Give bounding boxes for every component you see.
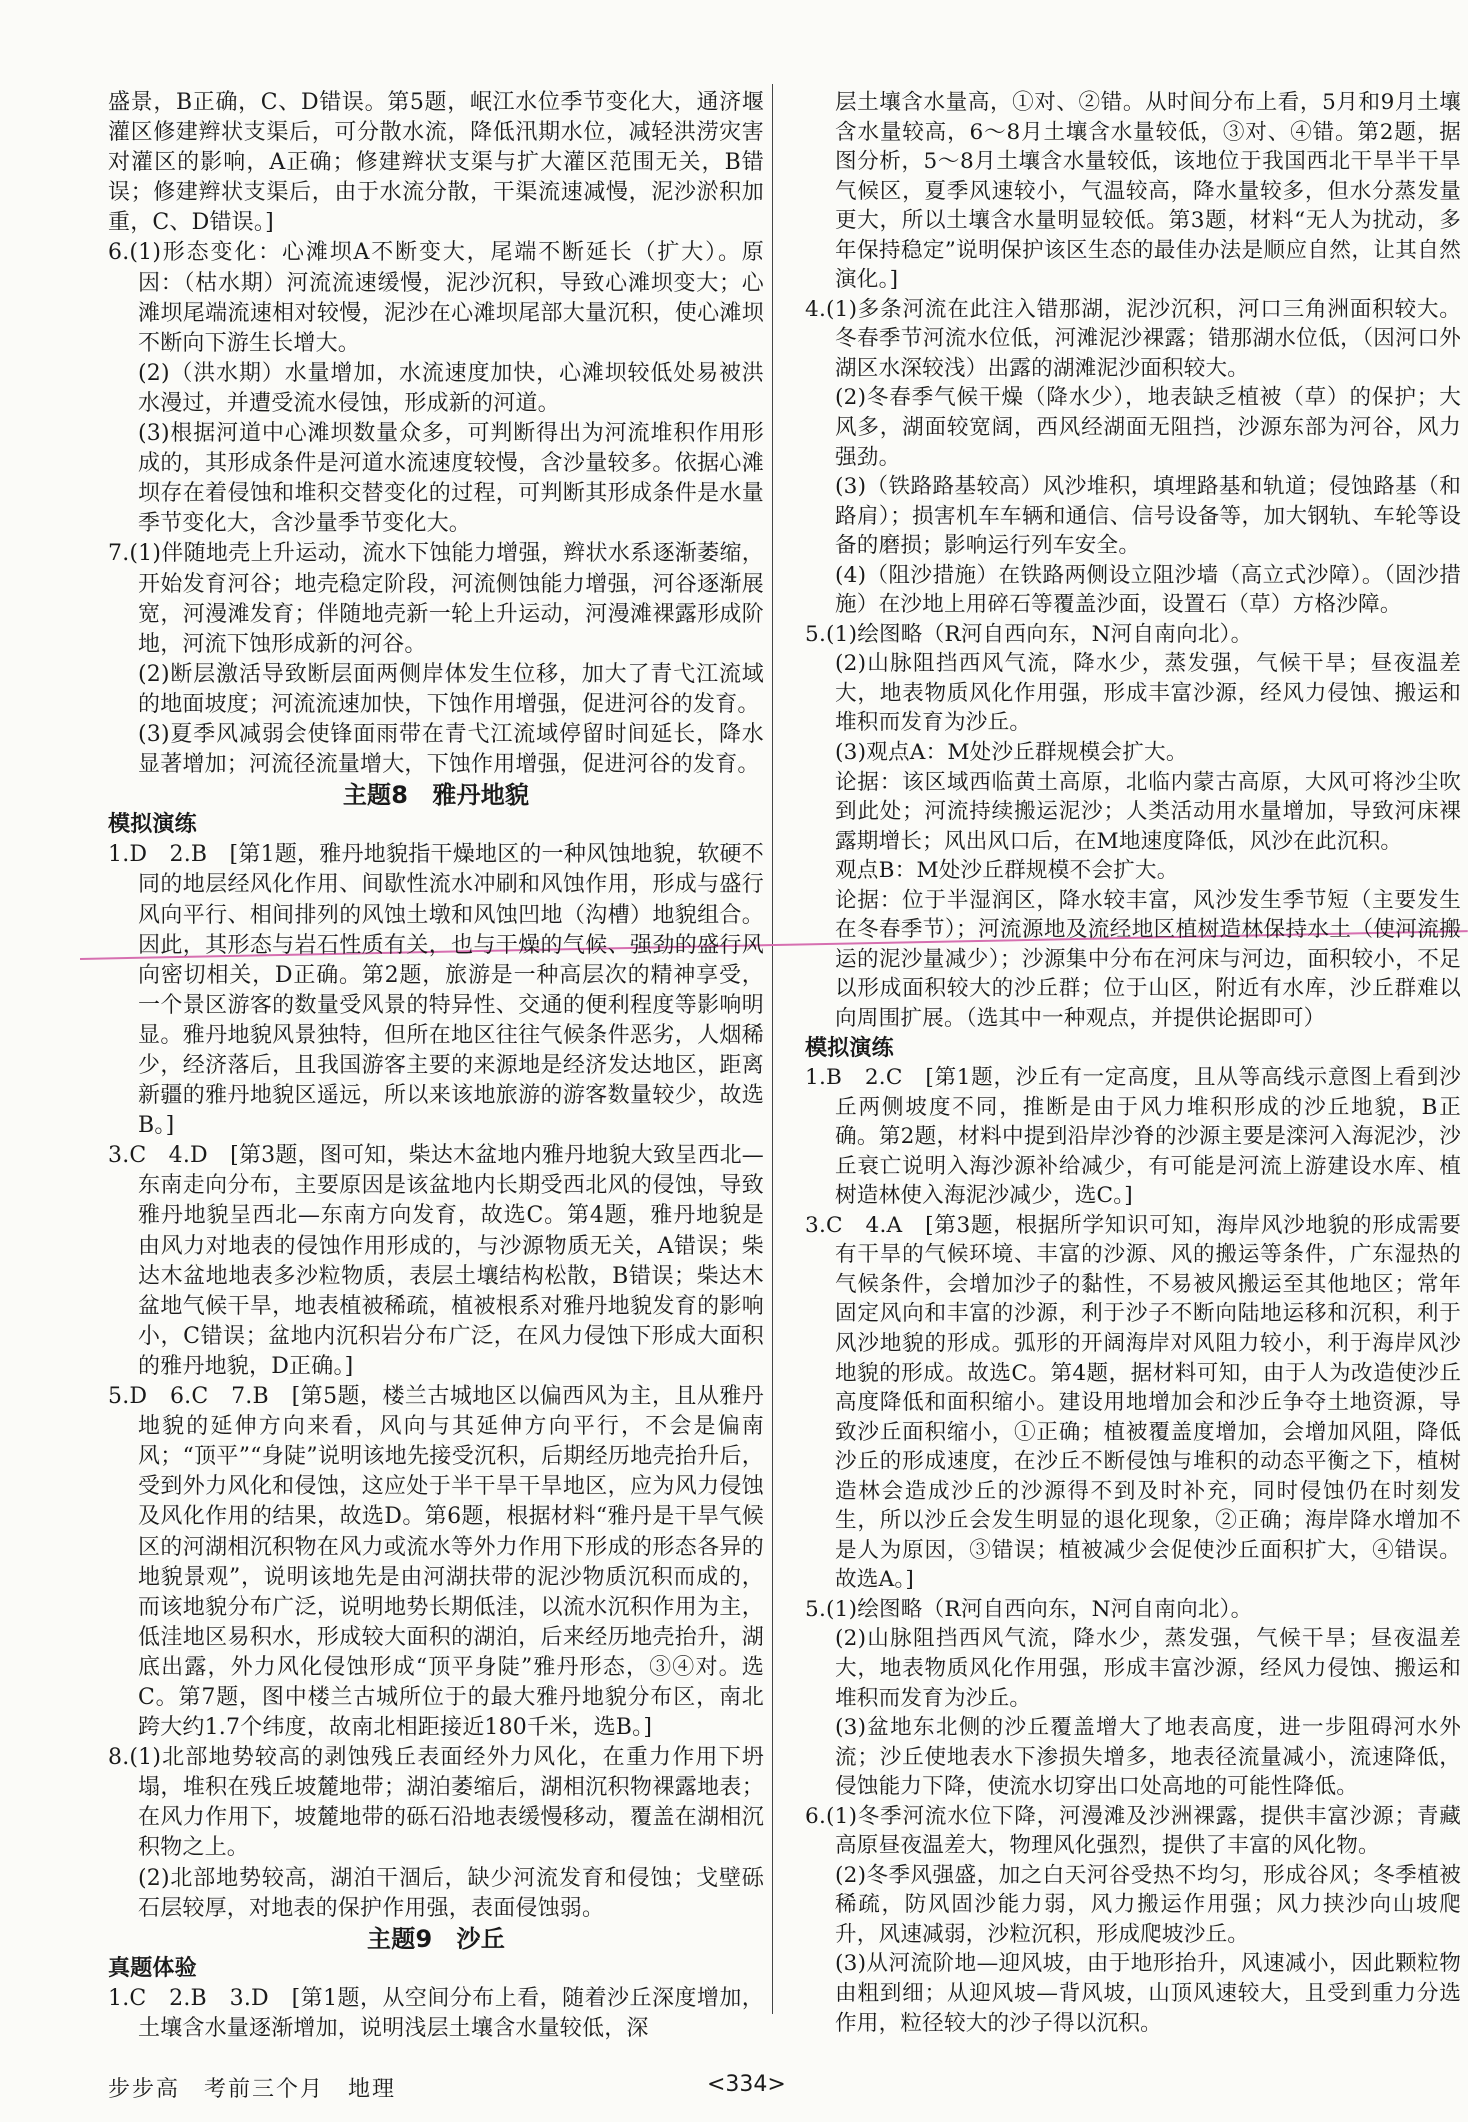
answer-q8-2: (2)北部地势较高，湖泊干涸后，缺少河流发育和侵蚀；戈壁砾石层较厚，对地表的保护作用强，表面侵蚀弱。 — [138, 1865, 764, 1921]
topic-heading-9: 主题9 沙丘 — [367, 1924, 505, 1953]
answer-q5-3: (3)盆地东北侧的沙丘覆盖增大了地表高度，进一步阻碍河水外流；沙丘使地表水下渗损失增多，地表径流量减小，流速降低，侵蚀能力下降，使流水切穿出口处高地的可能性降低。 — [835, 1715, 1461, 1800]
answer-q3-4: 3.C 4.D [第3题，图可知，柴达木盆地内雅丹地貌大致呈西北—东南走向分布，主要原因是该盆地内长期受西北风的侵蚀，导致雅丹地貌呈西北—东南方向发育，故选C。第4题，雅丹地貌是由风力对地表的侵蚀作用形成的，与沙源物质无关，A错误；柴达木盆地地表多沙粒物质，表层土壤结构松散，B错误；柴达木盆地气候干旱，地表植被稀疏，植被根系对雅丹地貌发育的影响小，C错误；盆地内沉积岩分布广泛，在风力侵蚀下形成大面积的雅丹地貌，D正确。] — [108, 1143, 764, 1379]
answer-q5-3c: 观点B：M处沙丘群规模不会扩大。 — [835, 858, 1179, 884]
answer-q5-3a: (3)观点A：M处沙丘群规模会扩大。 — [835, 740, 1188, 766]
page-number: <334> — [707, 2072, 786, 2097]
answer-q5-1: 5.(1)绘图略（R河自西向东，N河自南向北）。 — [805, 621, 1253, 647]
answer-q4-4: (4)（阻沙措施）在铁路两侧设立阻沙墙（高立式沙障）。（固沙措施）在沙地上用碎石等覆盖沙面，设置石（草）方格沙障。 — [835, 562, 1461, 618]
section-heading-simulation: 模拟演练 — [108, 812, 197, 838]
answer-q7-1: 7.(1)伴随地壳上升运动，流水下蚀能力增强，辫状水系逐渐萎缩，开始发育河谷；地壳稳定阶段，河流侧蚀能力增强，河谷逐渐展宽，河漫滩发育；伴随地壳新一轮上升运动，河漫滩裸露形成阶地，河流下蚀形成新的河谷。 — [108, 541, 764, 657]
column-divider — [772, 84, 773, 2014]
answer-q5-2: (2)山脉阻挡西风气流，降水少，蒸发强，气候干旱；昼夜温差大，地表物质风化作用强，形成丰富沙源，经风力侵蚀、搬运和堆积而发育为沙丘。 — [835, 1626, 1461, 1711]
answer-q7-2: (2)断层激活导致断层面两侧岸体发生位移，加大了青弋江流域的地面坡度；河流流速加快，下蚀作用增强，促进河谷的发育。 — [138, 661, 764, 717]
section-heading-real: 真题体验 — [108, 1955, 197, 1981]
answer-q5-2: (2)山脉阻挡西风气流，降水少，蒸发强，气候干旱；昼夜温差大，地表物质风化作用强，形成丰富沙源，经风力侵蚀、搬运和堆积而发育为沙丘。 — [835, 651, 1461, 736]
answer-q5-3b: 论据：该区域西临黄土高原，北临内蒙古高原，大风可将沙尘吹到此处；河流持续搬运泥沙；人类活动用水量增加，导致河床裸露期增长；风出风口后，在M地速度降低，风沙在此沉积。 — [835, 769, 1461, 854]
answer-q6-1: 6.(1)形态变化：心滩坝A不断变大，尾端不断延长（扩大）。原因：（枯水期）河流流速缓慢，泥沙沉积，导致心滩坝变大；心滩坝尾端流速相对较慢，泥沙在心滩坝尾部大量沉积，使心滩坝不断向下游生长增大。 — [108, 240, 764, 356]
answer-q4-3: (3)（铁路路基较高）风沙堆积，填埋路基和轨道；侵蚀路基（和路肩）；损害机车车辆和通信、信号设备等，加大钢轨、车轮等设备的磨损；影响运行列车安全。 — [835, 474, 1461, 559]
answer-q8-1: 8.(1)北部地势较高的剥蚀残丘表面经外力风化，在重力作用下坍塌，堆积在残丘坡麓地带；湖泊萎缩后，湖相沉积物裸露地表；在风力作用下，坡麓地带的砾石沿地表缓慢移动，覆盖在湖相沉积物之上。 — [108, 1745, 764, 1861]
left-column — [108, 88, 764, 2044]
answer-q1-2: 1.D 2.B [第1题，雅丹地貌指干燥地区的一种风蚀地貌，软硬不同的地层经风化作用、间歇性流水冲刷和风蚀作用，形成与盛行风向平行、相间排列的风蚀土墩和风蚀凹地（沟槽）地貌组合。因此，其形态与岩石性质有关，也与干燥的气候、强劲的盛行风向密切相关，D正确。第2题，旅游是一种高层次的精神享受，一个景区游客的数量受风景的特异性、交通的便利程度等影响明显。雅丹地貌风景独特，但所在地区往往气候条件恶劣，人烟稀少，经济落后，且我国游客主要的来源地是经济发达地区，距离新疆的雅丹地貌区遥远，所以来该地旅游的游客数量较少，故选B。] — [108, 842, 764, 1139]
answer-q7-3: (3)夏季风减弱会使锋面雨带在青弋江流域停留时间延长，降水显著增加；河流径流量增大，下蚀作用增强，促进河谷的发育。 — [138, 721, 764, 778]
answer-q6-3: (3)从河流阶地—迎风坡，由于地形抬升，风速减小，因此颗粒物由粗到细；从迎风坡—背风坡，山顶风速较大，且受到重力分选作用，粒径较大的沙子得以沉积。 — [835, 1951, 1461, 2036]
answer-q5-3d: 论据：位于半湿润区，降水较丰富，风沙发生季节短（主要发生在冬春季节）；河流源地及流经地区植树造林保持水土（使河流搬运的泥沙量减少）；沙源集中分布在河床与河边，面积较小，不足以形成面积较大的沙丘群；位于山区，附近有水库，沙丘群难以向周围扩展。（选其中一种观点，并提供论据即可） — [835, 887, 1461, 1031]
answer-q4-2: (2)冬春季气候干燥（降水少），地表缺乏植被（草）的保护；大风多，湖面较宽阔，西风经湖面无阻挡，沙源东部为河谷，风力强劲。 — [835, 385, 1461, 470]
answer-q5-1: 5.(1)绘图略（R河自西向东，N河自南向北）。 — [805, 1596, 1253, 1622]
topic-heading-8: 主题8 雅丹地貌 — [342, 781, 530, 810]
answer-q4-1: 4.(1)多条河流在此注入错那湖，泥沙沉积，河口三角洲面积较大。冬春季节河流水位低，河滩泥沙裸露；错那湖水位低，（因河口外湖区水深较浅）出露的湖滩泥沙面积较大。 — [805, 296, 1461, 381]
answer-paragraph: 层土壤含水量高，①对、②错。从时间分布上看，5月和9月土壤含水量较高，6～8月土壤含水量较低，③对、④错。第2题，据图分析，5～8月土壤含水量较低，该地位于我国西北干旱半干旱气候区，夏季风速较小，气温较高，降水量较多，但水分蒸发量更大，所以土壤含水量明显较低。第3题，材料“无人为扰动，多年保持稳定”说明保护该区生态的最佳办法是顺应自然，让其自然演化。] — [835, 90, 1461, 293]
answer-q3-4: 3.C 4.A [第3题，根据所学知识可知，海岸风沙地貌的形成需要有干旱的气候环境、丰富的沙源、风的搬运等条件，广东湿热的气候条件，会增加沙子的黏性，不易被风搬运至其他地区；常年固定风向和丰富的沙源，利于沙子不断向陆地运移和沉积，利于风沙地貌的形成。弧形的开阔海岸对风阻力较小，利于海岸风沙地貌的形成。故选C。第4题，据材料可知，由于人为改造使沙丘高度降低和面积缩小。建设用地增加会和沙丘争夺土地资源，导致沙丘面积缩小，①正确；植被覆盖度增加，会增加风阻，降低沙丘的形成速度，在沙丘不断侵蚀与堆积的动态平衡之下，植树造林会造成沙丘的沙源得不到及时补充，同时侵蚀仍在时刻发生，所以沙丘会发生明显的退化现象，②正确；海岸降水增加不是人为原因，③错误；植被减少会促使沙丘面积扩大，④错误。故选A。] — [805, 1212, 1461, 1593]
answer-q6-1: 6.(1)冬季河流水位下降，河漫滩及沙洲裸露，提供丰富沙源；青藏高原昼夜温差大，物理风化强烈，提供了丰富的风化物。 — [805, 1803, 1461, 1859]
section-heading-simulation: 模拟演练 — [805, 1035, 894, 1061]
answer-q1-2: 1.B 2.C [第1题，沙丘有一定高度，且从等高线示意图上看到沙丘两侧坡度不同，推断是由于风力堆积形成的沙丘地貌，B正确。第2题，材料中提到沿岸沙脊的沙源主要是滦河入海泥沙，沙丘衰亡说明入海沙源补给减少，有可能是河流上游建设水库、植树造林使入海泥沙减少，选C。] — [805, 1065, 1461, 1209]
book-title-footer: 步步高 考前三个月 地理 — [108, 2077, 397, 2102]
answer-q6-3: (3)根据河道中心滩坝数量众多，可判断得出为河流堆积作用形成的，其形成条件是河道水流速度较慢，含沙量较多。依据心滩坝存在着侵蚀和堆积交替变化的过程，可判断其形成条件是水量季节变化大，含沙量季节变化大。 — [138, 421, 764, 537]
answer-q6-2: (2)冬季风强盛，加之白天河谷受热不均匀，形成谷风；冬季植被稀疏，防风固沙能力弱，风力搬运作用强；风力挟沙向山坡爬升，风速减弱，沙粒沉积，形成爬坡沙丘。 — [835, 1862, 1461, 1947]
answer-paragraph: 盛景，B正确，C、D错误。第5题，岷江水位季节变化大，通济堰灌区修建辫状支渠后，可分散水流，降低汛期水位，减轻洪涝灾害对灌区的影响，A正确；修建辫状支渠与扩大灌区范围无关，B错误；修建辫状支渠后，由于水流分散，干渠流速减慢，泥沙淤积加重，C、D错误。] — [108, 90, 764, 236]
answer-q6-2: (2)（洪水期）水量增加，水流速度加快，心滩坝较低处易被洪水漫过，并遭受流水侵蚀，形成新的河道。 — [138, 360, 764, 416]
right-column — [805, 88, 1461, 2038]
answer-q5-7: 5.D 6.C 7.B [第5题，楼兰古城地区以偏西风为主，且从雅丹地貌的延伸方向来看，风向与其延伸方向平行，不会是偏南风；“顶平”“身陡”说明该地先接受沉积，后期经历地壳抬升后，受到外力风化和侵蚀，这应处于半干旱干旱地区，应为风力侵蚀及风化作用的结果，故选D。第6题，根据材料“雅丹是干旱气候区的河湖相沉积物在风力或流水等外力作用下形成的形态各异的地貌景观”，说明该地先是由河湖扶带的泥沙物质沉积而成的，而该地貌分布广泛，说明地势长期低洼，以流水沉积作用为主，低洼地区易积水，形成较大面积的湖泊，后来经历地壳抬升，湖底出露，外力风化侵蚀形成“顶平身陡”雅丹形态，③④对。选C。第7题，图中楼兰古城所位于的最大雅丹地貌分布区，南北跨大约1.7个纬度，故南北相距接近180千米，选B。] — [108, 1384, 764, 1741]
answer-q1-3: 1.C 2.B 3.D [第1题，从空间分布上看，随着沙丘深度增加，土壤含水量逐渐增加，说明浅层土壤含水量较低，深 — [108, 1985, 764, 2041]
